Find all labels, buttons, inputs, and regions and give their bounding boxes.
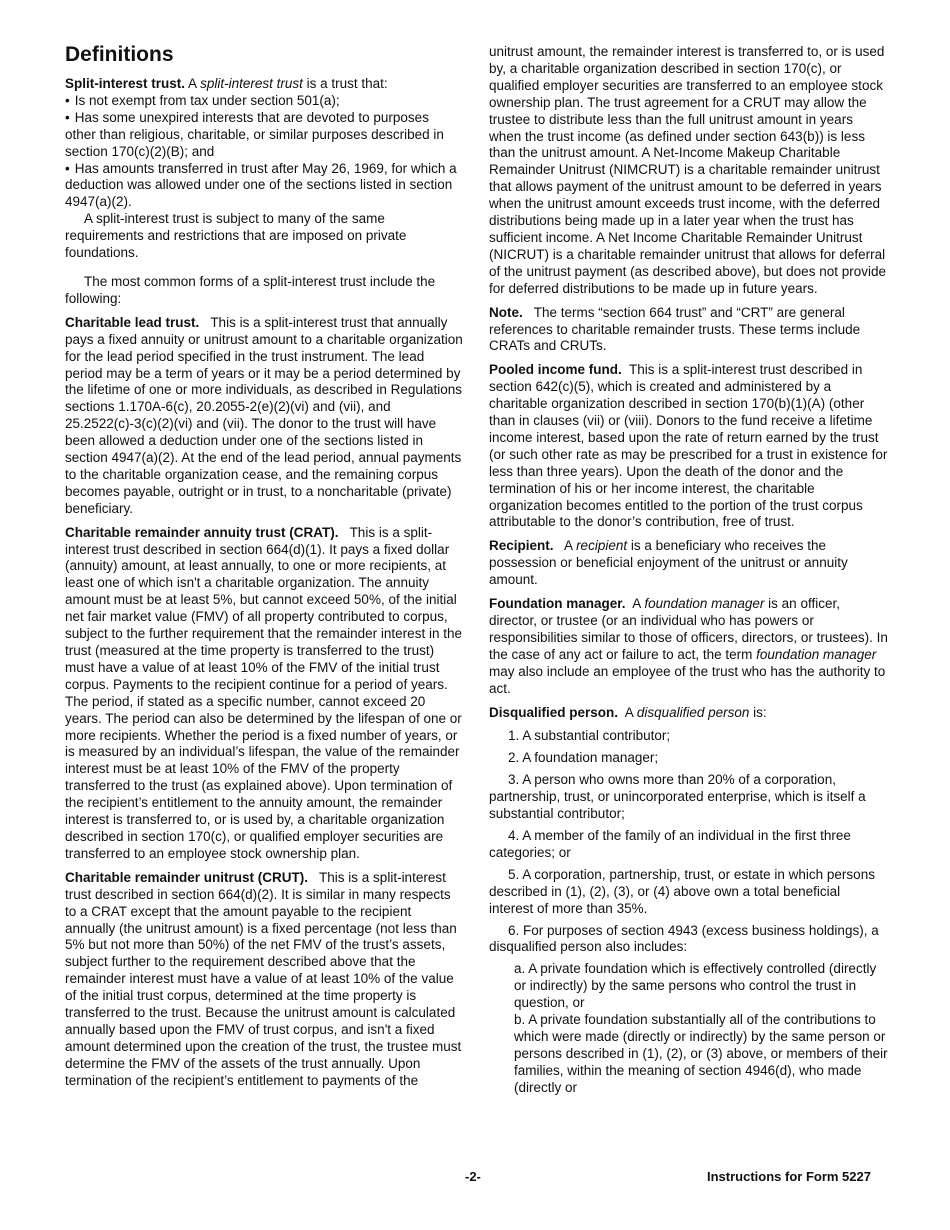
term-label: Disqualified person. <box>489 704 619 720</box>
text-segment: This is a split-interest trust described in section 664(d)(1). It pays a fixed dollar (annuity) amount, at least annually, to one or more recipients, at least one of which isn't a charitable organization. The annuity amount must be at least 5%, but cannot exceed 50%, of the initial net fair market value (FMV) of all property contributed to corpus, subject to the further requirement that the remainder interest in the trust (measured at the time property is transferred to the trust) must have a value of at least 10% of the FMV of the initial trust corpus. Payments to the recipient continue for a period of years. The period, if stated as a specific number, cannot exceed 20 years. The period can also be determined by the lifespan of one or more recipients. Whether the period is a fixed number of years, or is measured by an individual’s lifespan, the value of the remainder interest must be at least 10% of the FMV of the property transferred to the trust (as explained above). Upon termination of the recipient’s entitlement to the annuity amount, the remainder interest is transferred to, or is used by, a charitable organization described in section 170(c), or qualified employer securities are transferred to an employee stock ownership plan. <box>65 524 462 861</box>
text-segment: This is a split-interest trust described in section 664(d)(2). It is similar in many respects to a CRAT except that the amount payable to the recipient annually (the unitrust amount) is a fixed percentage (not less than 5% but not more than 50%) of the net FMV of the trust’s assets, subject further to the requirement described above that the remainder interest must have a value of at least 10% of the value of the initial trust corpus, determined at the time property is transferred to the trust. Because the unitrust amount is calculated annually based upon the FMV of trust corpus, and isn't a fixed amount determined upon the creation of the trust, the trustee must determine the FMV of the assets of the trust annually. Upon termination of the recipient’s entitlement to payments of the <box>65 869 462 1088</box>
term-italic: foundation manager <box>644 596 765 612</box>
term-italic: split-interest trust <box>200 76 303 91</box>
numbered-item: 4. A member of the family of an individual in the first three categories; or <box>489 827 851 860</box>
term-label: Note. <box>489 304 523 320</box>
crut-continued: unitrust amount, the remainder interest is transferred to, or is used by, a charitable organization described in section 170(c), or qualified employer securities are transferred to an employee stock ownership plan. The trust agreement for a CRUT may allow the trustee to distribute less than the full unitrust amount in years when the trust income (as defined under section 643(b)) is less than the unitrust amount. A Net-Income Makeup Charitable Remainder Unitrust (NIMCRUT) is a charitable remainder unitrust that allows payment of the unitrust amount to be deferred in years when the unitrust amount exceeds trust income, with the deferred distributions being made up in a later year when the trust has sufficient income. A Net Income Charitable Remainder Unitrust (NICRUT) is a charitable remainder unitrust that allows for deferral of the unitrust payment (as described above), but does not provide for deferred distributions to be made up in future years. <box>489 44 886 296</box>
charitable-lead-trust <box>65 315 463 518</box>
form-title: Instructions for Form 5227 <box>707 1169 871 1184</box>
text-segment: A <box>188 76 197 91</box>
numbered-item: 3. A person who owns more than 20% of a corporation, partnership, trust, or unincorporated enterprise, which is itself a substantial contributor; <box>489 772 866 822</box>
text-segment: This is a split-interest trust described in section 642(c)(5), which is created and administered by a charitable organization described in section 170(b)(1)(A) (other than in clauses (vii) or (viii). Donors to the fund receive a lifetime income interest, based upon the rate of return earned by the trust (or such other rate as may be prescribed for a trust in existence for less than three years). Upon the death of the donor and the termination of his or her income interest, the charitable organization becomes entitled to the portion of the trust corpus attributable to the donor’s contribution, free of trust. <box>489 362 888 530</box>
numbered-item: 6. For purposes of section 4943 (excess business holdings), a disqualified person also includes: <box>489 922 879 955</box>
text-segment: may also include an employee of the trust who has the authority to act. <box>489 663 886 696</box>
bullet-item: • Is not exempt from tax under section 501(a); <box>65 93 463 110</box>
crut-definition <box>65 870 463 1090</box>
split-interest-definition <box>65 76 463 93</box>
term-label: Pooled income fund. <box>489 362 622 378</box>
left-column <box>65 42 463 1097</box>
sub-item: a. A private foundation which is effectively controlled (directly or indirectly) by the same persons who control the trust in question, or <box>514 961 877 1011</box>
numbered-item: 1. A substantial contributor; <box>508 728 671 744</box>
paragraph: The most common forms of a split-interest trust include the following: <box>65 273 436 306</box>
right-column <box>489 44 888 1097</box>
term-italic: recipient <box>576 538 628 554</box>
paragraph: A split-interest trust is subject to many of the same requirements and restrictions that are imposed on private foundations. <box>65 211 407 261</box>
bullet-item: • Has amounts transferred in trust after May 26, 1969, for which a deduction was allowed under one of the sections listed in section 4947(a)(2). <box>65 161 463 212</box>
term-label: Charitable lead trust. <box>65 314 200 330</box>
pooled-income-fund <box>489 362 888 531</box>
disqualified-person-definition <box>489 705 888 722</box>
term-label: Split-interest trust. <box>65 76 186 91</box>
text-segment: A <box>564 538 573 554</box>
text-segment: This is a split-interest trust that annually pays a fixed annuity or unitrust amount to a charitable organization for the lead period specified in the trust instrument. The lead period may be a term of years or it may be a period determined by the lifetime of one or more individuals, as described in Regulations sections 1.170A-6(c), 20.2055-2(e)(2)(vi) and (vii), and 25.2522(c)-3(c)(2)(vi) and (vii). The donor to the trust will have been allowed a deduction under one of the sections listed in section 4947(a)(2). At the end of the lead period, annual payments to the charitable organization cease, and the remaining corpus becomes payable, outright or in trust, to a noncharitable (private) beneficiary. <box>65 314 463 516</box>
text-segment: is a trust that: <box>306 76 388 91</box>
term-label: Charitable remainder unitrust (CRUT). <box>65 869 309 885</box>
recipient-definition <box>489 538 888 589</box>
page-number: -2- <box>465 1169 481 1184</box>
page-title: Definitions <box>65 43 174 66</box>
note <box>489 305 888 356</box>
term-italic: foundation manager <box>756 646 877 662</box>
text-segment: The terms “section 664 trust” and “CRT” are general references to charitable remainder trusts. These terms include CRATs and CRUTs. <box>489 304 861 354</box>
term-label: Foundation manager. <box>489 596 626 612</box>
text-segment: is an officer, director, or trustee (or an individual who has powers or responsibilities similar to those of officers, directors, or trustees). In the case of any act or failure to act, the term <box>489 596 888 662</box>
text-segment: A <box>632 596 641 612</box>
term-italic: disqualified person <box>636 704 750 720</box>
bullet-item: • Has some unexpired interests that are devoted to purposes other than religious, charitable, or similar purposes described in section 170(c)(2)(B); and <box>65 110 463 161</box>
term-label: Charitable remainder annuity trust (CRAT). <box>65 524 339 540</box>
text-segment: A <box>624 704 634 720</box>
term-label: Recipient. <box>489 538 554 554</box>
foundation-manager-definition <box>489 596 888 697</box>
numbered-item: 5. A corporation, partnership, trust, or estate in which persons described in (1), (2), (3), or (4) above own a total beneficial interest of more than 35%. <box>489 866 875 916</box>
crat-definition <box>65 525 463 863</box>
sub-item: b. A private foundation substantially all of the contributions to which were made (directly or indirectly) by the same person or persons described in (1), (2), or (3) above, or members of their families, within the meaning of section 4946(d), who made (directly or <box>514 1012 888 1095</box>
text-segment: is a beneficiary who receives the possession or beneficial enjoyment of the unitrust or annuity amount. <box>489 538 848 588</box>
text-segment: is: <box>753 704 767 720</box>
numbered-item: 2. A foundation manager; <box>508 750 659 766</box>
